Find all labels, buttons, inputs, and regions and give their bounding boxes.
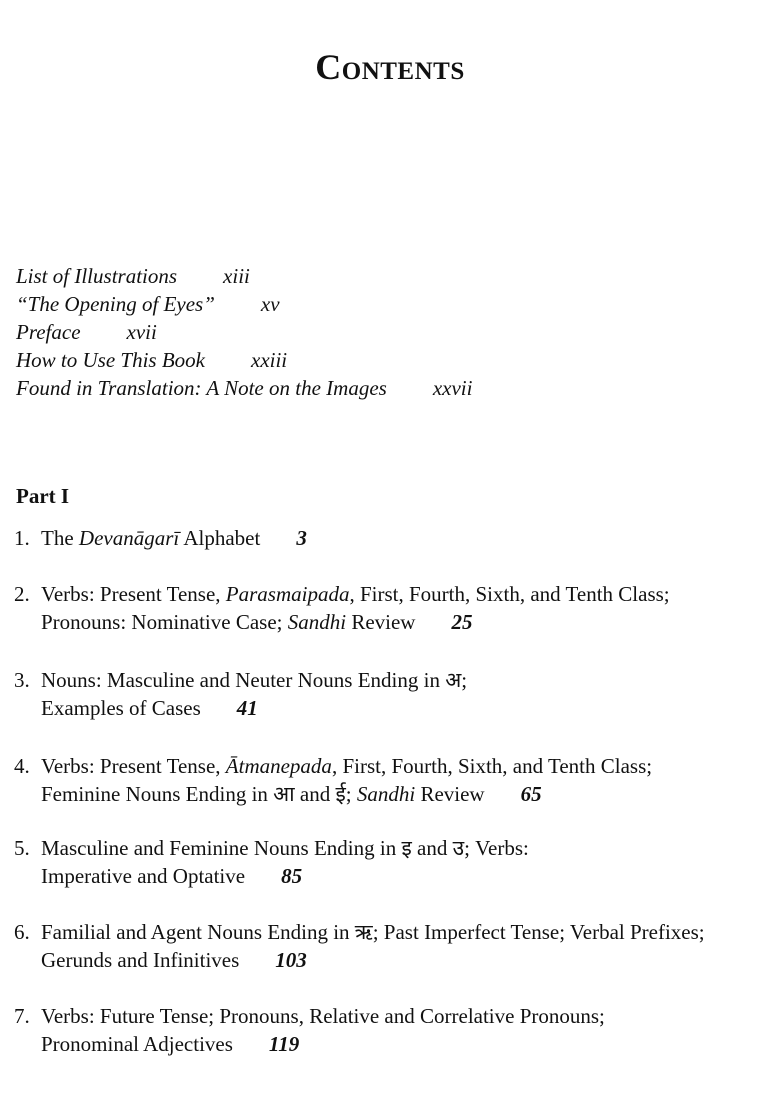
chapter-title-line: 7. Verbs: Future Tense; Pronouns, Relative and Correlative Pronouns; — [14, 1004, 605, 1028]
chapter-page-number: 41 — [236, 696, 258, 720]
chapter-title-line: Examples of Cases 41 — [41, 696, 258, 720]
front-matter-page: xxiii — [251, 348, 288, 372]
chapter-page-number: 25 — [451, 610, 473, 634]
italic-term: Parasmaipada — [225, 582, 350, 606]
chapter-number: 6. — [14, 920, 30, 944]
chapter-entry — [14, 752, 652, 808]
chapter-title-line: Feminine Nouns Ending in आ and ई; Sandhi Review 65 — [41, 782, 542, 806]
front-matter-page: xiii — [223, 264, 250, 288]
chapter-number: 2. — [14, 582, 30, 606]
front-matter-label: “The Opening of Eyes” — [16, 292, 215, 316]
chapter-number: 5. — [14, 836, 30, 860]
front-matter-page: xv — [260, 292, 280, 316]
italic-term: Devanāgarī — [78, 526, 180, 550]
chapter-page-number: 65 — [520, 782, 542, 806]
chapter-page-number: 119 — [268, 1032, 300, 1056]
chapter-number: 7. — [14, 1004, 30, 1028]
front-matter-item — [16, 374, 472, 402]
chapter-page-number: 3 — [296, 526, 307, 550]
front-matter-label: How to Use This Book — [16, 348, 205, 372]
front-matter-page: xvii — [126, 320, 157, 344]
chapter-title-line: 3. Nouns: Masculine and Neuter Nouns Ending in अ; — [14, 668, 468, 692]
page-title: Contents — [315, 47, 465, 87]
front-matter-list — [16, 262, 472, 402]
chapter-entry — [14, 1002, 605, 1058]
chapter-number: 1. — [14, 526, 30, 550]
front-matter-item — [16, 318, 472, 346]
chapter-number: 4. — [14, 754, 30, 778]
italic-term: Ātmanepada — [225, 754, 332, 778]
italic-term: Sandhi — [287, 610, 347, 634]
chapter-title-line: 2. Verbs: Present Tense, Parasmaipada, First, Fourth, Sixth, and Tenth Class; — [14, 582, 670, 606]
front-matter-item — [16, 346, 472, 374]
chapter-number: 3. — [14, 668, 30, 692]
chapter-title-line: 5. Masculine and Feminine Nouns Ending in इ and उ; Verbs: — [14, 836, 529, 860]
chapter-title-line: 4. Verbs: Present Tense, Ātmanepada, First, Fourth, Sixth, and Tenth Class; — [14, 754, 653, 778]
front-matter-label: Found in Translation: A Note on the Images — [16, 376, 387, 400]
front-matter-label: Preface — [16, 320, 81, 344]
chapter-title-line: Imperative and Optative 85 — [41, 864, 303, 888]
part-heading: Part I — [16, 484, 70, 508]
chapter-title-line: 6. Familial and Agent Nouns Ending in ऋ; Past Imperfect Tense; Verbal Prefixes; — [14, 920, 705, 944]
chapter-page-number: 103 — [275, 948, 307, 972]
front-matter-page: xxvii — [432, 376, 473, 400]
chapter-title-line: 1. The Devanāgarī Alphabet 3 — [14, 526, 307, 550]
chapter-entry — [14, 834, 529, 890]
chapter-entry — [14, 524, 307, 552]
chapter-entry — [14, 666, 467, 722]
chapter-title-line: Pronouns: Nominative Case; Sandhi Review 25 — [41, 610, 473, 634]
chapter-title-line: Pronominal Adjectives 119 — [41, 1032, 300, 1056]
chapter-page-number: 85 — [281, 864, 303, 888]
front-matter-item — [16, 290, 472, 318]
italic-term: Sandhi — [356, 782, 416, 806]
front-matter-label: List of Illustrations — [16, 264, 178, 288]
chapter-entry — [14, 580, 670, 636]
front-matter-item — [16, 262, 472, 290]
chapter-title-line: Gerunds and Infinitives 103 — [41, 948, 307, 972]
chapter-entry — [14, 918, 705, 974]
